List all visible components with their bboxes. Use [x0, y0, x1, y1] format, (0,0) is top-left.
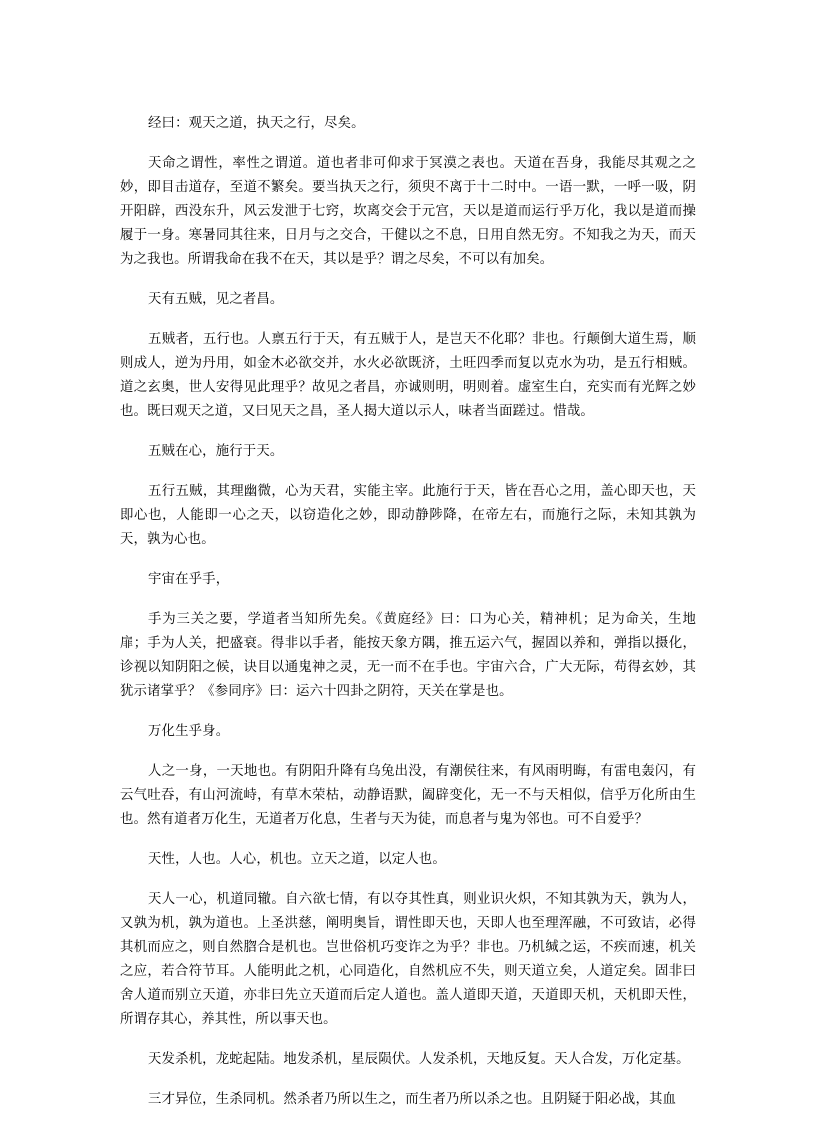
- paragraph: 天命之谓性，率性之谓道。道也者非可仰求于冥漠之表也。天道在吾身，我能尽其观之之妙，即目击道存，至道不繁矣。要当执天之行，须臾不离于十二时中。一语一默，一呼一吸，阴开阳辟，西没东升，风云发泄于七窍，坎离交会于元宫，天以是道而运行乎万化，我以是道而操履于一身。寒暑同其往来，日月与之交合，干健以之不息，日用自然无穷。不知我之为天，而天为之我也。所谓我命在我不在天，其以是乎？谓之尽矣，不可以有加矣。: [120, 156, 696, 267]
- paragraph: 三才异位，生杀同机。然杀者乃所以生之，而生者乃所以杀之也。且阴疑于阳必战，其血: [148, 1092, 677, 1107]
- document-body: [120, 112, 696, 1128]
- paragraph: 五贼在心，施行于天。: [148, 444, 284, 459]
- paragraph: 天发杀机，龙蛇起陆。地发杀机，星辰陨伏。人发杀机，天地反复。天人合发，万化定基。: [148, 1052, 690, 1067]
- paragraph: 经曰：观天之道，执天之行，尽矣。: [148, 116, 365, 131]
- paragraph: 手为三关之要，学道者当知所先矣。《黄庭经》曰：口为心关，精神机；足为命关，生地扉；手为人关，把盛衰。得非以手者，能按天象方隅，推五运六气，握固以养和，弹指以摄化，诊视以知阴阳之候，诀目以通鬼神之灵，无一而不在手也。宇宙六合，广大无际，苟得玄妙，其犹示诸掌乎？《参同序》曰：运六十四卦之阴符，天关在掌是也。: [120, 612, 696, 699]
- paragraph: 宇宙在乎手，: [148, 572, 230, 587]
- paragraph: 五行五贼，其理幽微，心为天君，实能主宰。此施行于天，皆在吾心之用，盖心即天也，天即心也，人能即一心之天，以窃造化之妙，即动静陟降，在帝左右，而施行之际，未知其孰为天，孰为心也。: [120, 484, 696, 547]
- paragraph: 人之一身，一天地也。有阴阳升降有乌兔出没，有潮侯往来，有风雨明晦，有雷电轰闪，有云气吐吞，有山河流峙，有草木荣枯，动静语默，阖辟变化，无一不与天相似，信乎万化所由生也。然有道者万化生，无道者万化息，生者与天为徒，而息者与鬼为邻也。可不自爱乎？: [120, 764, 696, 827]
- paragraph: 天有五贼，见之者昌。: [148, 292, 284, 307]
- paragraph: 天人一心，机道同辙。自六欲七情，有以夺其性真，则业识火炽，不知其孰为天，孰为人，又孰为机，孰为道也。上圣洪慈，阐明奥旨，谓性即天也，天即人也至理浑融，不可致诘，必得其机而应之，则自然脗合是机也。岂世俗机巧变诈之为乎？非也。乃机缄之运，不疾而速，机关之应，若合符节耳。人能明此之机，心同造化，自然机应不失，则天道立矣，人道定矣。固非曰舍人道而别立天道，亦非曰先立天道而后定人道也。盖人道即天道，天道即天机，天机即天性，所谓存其心，养其性，所以事天也。: [120, 892, 696, 1027]
- paragraph: 天性，人也。人心，机也。立天之道，以定人也。: [148, 852, 446, 867]
- paragraph: 五贼者，五行也。人禀五行于天，有五贼于人，是岂天不化耶？非也。行颠倒大道生焉，顺则成人，逆为丹用，如金木必欲交并，水火必欲既济，土旺四季而复以克水为功，是五行相贼。道之玄奥，世人安得见此理乎？故见之者昌，亦诚则明，明则着。虚室生白，充实而有光辉之妙也。既曰观天之道，又曰见天之昌，圣人揭大道以示人，味者当面蹉过。惜哉。: [120, 332, 696, 419]
- paragraph: 万化生乎身。: [148, 724, 230, 739]
